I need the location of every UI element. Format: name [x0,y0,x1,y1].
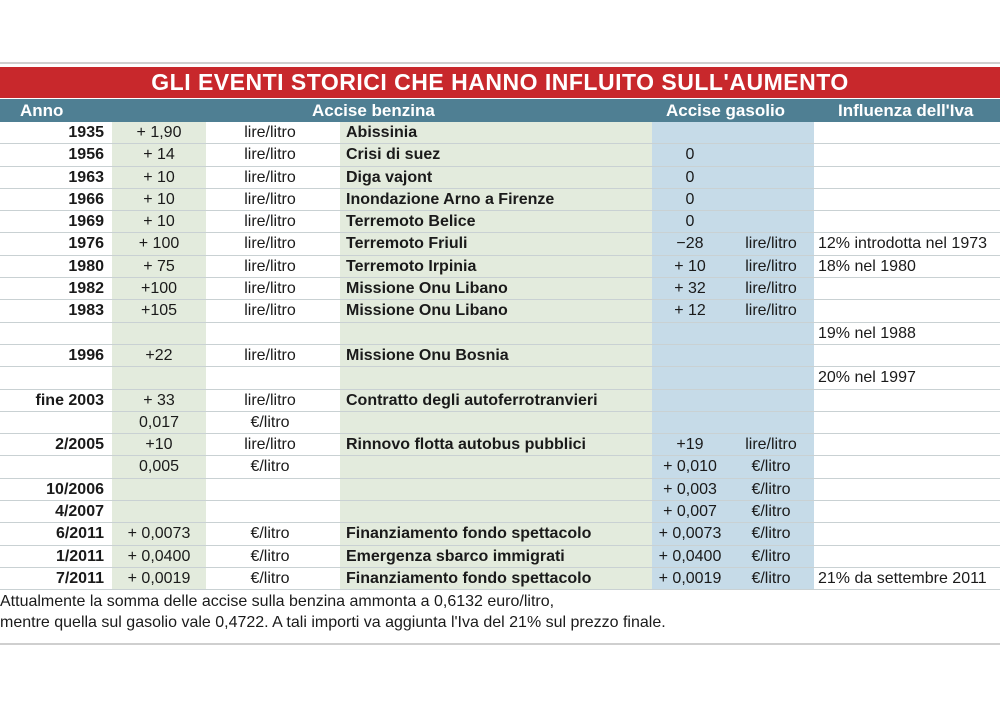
cell-anno: 1982 [68,280,104,298]
cell-accisa-benzina: + 14 [143,146,175,164]
header-accise-benzina: Accise benzina [312,101,435,120]
cell-accisa-benzina: + 0,0019 [127,569,191,587]
footnote-line-2: mentre quella sul gasolio vale 0,4722. A tali importi va aggiunta l'Iva del 21% sul prezzo finale. [0,614,666,631]
cell-unita-benzina: €/litro [250,547,290,565]
cell-unita-gasolio: lire/litro [745,280,797,298]
table-row [0,367,1000,389]
cell-accisa-gasolio: + 0,0400 [658,547,722,565]
cell-accisa-benzina: 0,017 [138,413,180,431]
cell-accisa-benzina: + 10 [143,190,175,208]
cell-accisa-gasolio: +19 [676,436,704,454]
data-table [0,122,1000,590]
table-row [0,167,1000,189]
cell-unita-benzina: €/litro [250,413,290,431]
cell-unita-benzina: lire/litro [244,190,296,208]
cell-accisa-gasolio: 0 [685,168,695,186]
cell-unita-benzina: lire/litro [244,257,296,275]
cell-accisa-gasolio: 0 [685,190,695,208]
cell-accisa-benzina: + 75 [143,257,175,275]
cell-evento: Finanziamento fondo spettacolo [346,569,592,587]
cell-evento: Terremoto Friuli [346,235,468,253]
cell-evento: Abissinia [346,124,418,141]
table-row [0,523,1000,545]
cell-unita-gasolio: €/litro [751,547,791,565]
cell-iva: 18% nel 1980 [818,257,916,275]
cell-unita-benzina: lire/litro [244,235,296,253]
cell-iva: 12% introdotta nel 1973 [818,235,988,253]
cell-accisa-gasolio: + 0,0073 [658,525,722,543]
cell-unita-benzina: €/litro [250,458,290,476]
cell-accisa-benzina: +22 [145,346,173,364]
cell-unita-gasolio: lire/litro [745,235,797,253]
cell-unita-benzina: lire/litro [244,280,296,298]
cell-accisa-benzina: + 100 [138,235,180,253]
footnote-line-1: Attualmente la somma delle accise sulla benzina ammonta a 0,6132 euro/litro, [0,593,555,610]
cell-accisa-benzina: +100 [140,280,178,298]
cell-evento: Rinnovo flotta autobus pubblici [346,436,586,454]
header-influenza-iva: Influenza dell'Iva [838,101,974,120]
cell-evento: Missione Onu Libano [346,280,508,298]
table-row [0,345,1000,367]
cell-iva: 19% nel 1988 [818,324,916,342]
cell-anno: 1/2011 [55,547,104,565]
cell-anno: 1983 [68,302,104,320]
cell-accisa-benzina: + 0,0073 [127,525,191,543]
cell-evento: Missione Onu Libano [346,302,508,320]
cell-anno: 2/2005 [55,436,104,454]
table-title: GLI EVENTI STORICI CHE HANNO INFLUITO SULL'AUMENTO [0,67,1000,98]
cell-iva: 21% da settembre 2011 [818,569,987,587]
table-row [0,278,1000,300]
cell-unita-benzina: lire/litro [244,391,296,409]
table-row [0,122,1000,144]
cell-unita-gasolio: €/litro [751,503,791,521]
cell-accisa-benzina: + 10 [143,168,175,186]
table-row [0,456,1000,478]
top-rule [0,62,1000,64]
cell-evento: Diga vajont [346,168,433,186]
table-row [0,546,1000,568]
cell-anno: 1935 [68,124,104,141]
cell-unita-gasolio: lire/litro [745,302,797,320]
header-accise-gasolio: Accise gasolio [666,101,786,120]
bottom-rule [0,643,1000,645]
cell-accisa-gasolio: + 0,010 [663,458,717,476]
cell-accisa-gasolio: 0 [685,146,695,164]
cell-evento: Missione Onu Bosnia [346,346,509,364]
cell-unita-benzina: lire/litro [244,302,296,320]
table-row [0,323,1000,345]
table-row [0,300,1000,322]
cell-evento: Finanziamento fondo spettacolo [346,525,592,543]
cell-accisa-benzina: +105 [140,302,178,320]
table-row [0,412,1000,434]
cell-accisa-gasolio: + 12 [674,302,706,320]
cell-unita-gasolio: lire/litro [745,436,797,454]
cell-unita-benzina: lire/litro [244,346,296,364]
cell-unita-benzina: lire/litro [244,146,296,164]
cell-anno: fine 2003 [35,391,104,409]
cell-accisa-gasolio: + 10 [674,257,706,275]
cell-accisa-benzina: + 33 [143,391,175,409]
cell-evento: Emergenza sbarco immigrati [346,547,565,565]
table-row [0,144,1000,166]
cell-anno: 6/2011 [55,525,104,543]
cell-unita-gasolio: €/litro [751,525,791,543]
cell-anno: 1969 [68,213,104,231]
header-anno: Anno [20,101,64,120]
cell-anno: 7/2011 [55,569,104,587]
cell-unita-benzina: €/litro [250,525,290,543]
cell-evento: Contratto degli autoferrotranvieri [346,391,598,409]
cell-unita-benzina: €/litro [250,569,290,587]
cell-accisa-benzina: 0,005 [138,458,180,476]
cell-unita-gasolio: €/litro [751,458,791,476]
cell-accisa-benzina: + 0,0400 [127,547,191,565]
cell-evento: Crisi di suez [346,146,441,164]
cell-iva: 20% nel 1997 [818,369,916,387]
cell-evento: Terremoto Irpinia [346,257,477,275]
column-header-bar [0,99,1000,122]
table-row [0,211,1000,233]
cell-accisa-gasolio: + 0,0019 [658,569,722,587]
cell-unita-gasolio: €/litro [751,480,791,498]
table-row [0,233,1000,255]
cell-evento: Inondazione Arno a Firenze [346,190,555,208]
cell-anno: 4/2007 [55,503,104,521]
cell-accisa-benzina: + 1,90 [136,124,182,141]
cell-unita-gasolio: lire/litro [745,257,797,275]
cell-unita-benzina: lire/litro [244,168,296,186]
cell-anno: 1966 [68,190,104,208]
cell-accisa-gasolio: + 0,007 [663,503,717,521]
cell-evento: Terremoto Belice [346,213,476,231]
cell-unita-benzina: lire/litro [244,124,296,141]
cell-accisa-gasolio: + 0,003 [663,480,717,498]
cell-unita-benzina: lire/litro [244,436,296,454]
cell-anno: 1963 [68,168,104,186]
cell-anno: 10/2006 [46,480,104,498]
table-row [0,434,1000,456]
cell-unita-gasolio: €/litro [751,569,791,587]
table-row [0,390,1000,412]
table-row [0,568,1000,590]
table-row [0,256,1000,278]
cell-anno: 1956 [68,146,104,164]
cell-accisa-gasolio: + 32 [674,280,706,298]
cell-unita-benzina: lire/litro [244,213,296,231]
cell-accisa-gasolio: 0 [685,213,695,231]
table-row [0,189,1000,211]
cell-accisa-benzina: + 10 [143,213,175,231]
cell-accisa-gasolio: −28 [676,235,704,253]
cell-anno: 1976 [68,235,104,253]
cell-anno: 1980 [68,257,104,275]
table-row [0,479,1000,501]
cell-accisa-benzina: +10 [145,436,173,454]
table-row [0,501,1000,523]
cell-anno: 1996 [68,346,104,364]
